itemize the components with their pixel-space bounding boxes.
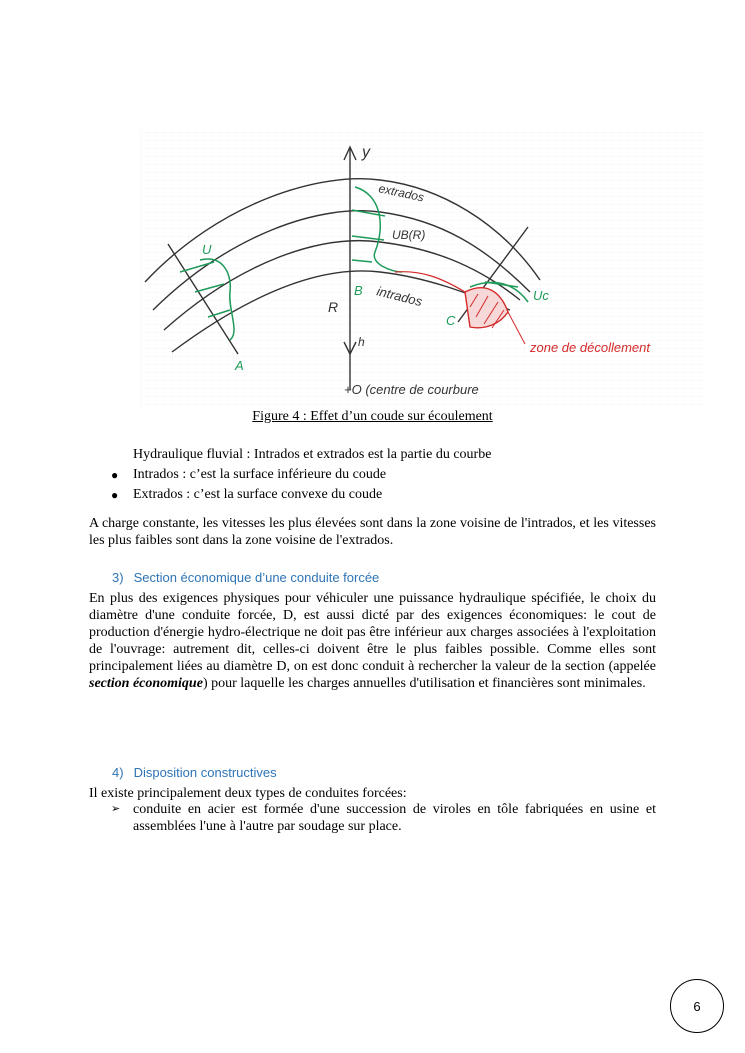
uc-label: Uc xyxy=(533,288,549,303)
zone-label: zone de décollement xyxy=(530,340,650,355)
list-item-text: Intrados : c’est la surface inférieure du coude xyxy=(133,467,387,482)
section-4-intro: Il existe principalement deux types de conduites forcées: xyxy=(89,786,407,801)
a-label: A xyxy=(235,358,244,373)
section-title: Disposition constructives xyxy=(133,765,277,780)
arrow-bullet-icon: ➢ xyxy=(111,803,121,815)
paragraph-economic-section xyxy=(89,590,656,692)
c-label: C xyxy=(446,313,456,328)
definition-list xyxy=(89,465,386,505)
section-number: 3) xyxy=(112,570,124,585)
list-item xyxy=(89,801,656,835)
section-number: 4) xyxy=(112,765,124,780)
section-3-heading xyxy=(112,570,379,585)
bend-flow-sketch xyxy=(140,132,705,410)
y-label: y xyxy=(362,144,370,161)
paragraph-text: ) pour laquelle les charges annuelles d'utilisation et financières sont minimales. xyxy=(202,676,646,691)
h-label: h xyxy=(358,335,365,349)
list-item-text: Extrados : c’est la surface convexe du coude xyxy=(133,487,383,502)
graph-paper xyxy=(140,132,705,410)
origin-label: +O (centre de courbure xyxy=(344,382,479,397)
bend-flow-figure xyxy=(140,132,705,410)
r-label: R xyxy=(328,299,339,315)
intrados-label: intrados xyxy=(375,283,424,310)
list-item-text: conduite en acier est formée d'une succession de viroles en tôle fabriquées en usine et assemblées l'une à l'autre par soudage sur place. xyxy=(133,802,656,834)
extrados-label: extrados xyxy=(377,181,426,205)
list-item xyxy=(89,465,386,485)
ub-label: UB(R) xyxy=(392,228,426,242)
figure-caption: Figure 4 : Effet d’un coude sur écoulement xyxy=(252,409,493,424)
emphasis-text: section économique xyxy=(89,676,203,691)
bullet-icon: ● xyxy=(111,488,119,502)
section-4-heading xyxy=(112,765,277,780)
paragraph-velocities: A charge constante, les vitesses les plus élevées sont dans la zone voisine de l'intrados, et les vitesses les plus faibles sont dans la zone voisine de l'extrados. xyxy=(89,516,656,548)
page-number: 6 xyxy=(670,979,724,1033)
b-label: B xyxy=(354,283,363,298)
list-item xyxy=(89,485,386,505)
intro-line: Hydraulique fluvial : Intrados et extrados est la partie du courbe xyxy=(133,447,492,462)
u-label: U xyxy=(202,242,212,257)
section-title: Section économique d’une conduite forcée xyxy=(133,570,380,585)
paragraph-text: En plus des exigences physiques pour véhiculer une puissance hydraulique spécifiée, le choix du diamètre d'une conduite forcée, D, est aussi dicté par des exigences économiques: le cout de production d'énergie hydro-électrique ne doit pas être inférieur aux charges associées à l'exploitation de l'ouvrage: autrement dit, celles-ci doivent être le plus faibles possible. Comme elles sont principalement liées au diamètre D, on est donc conduit à rechercher la valeur de la section (appelée xyxy=(89,591,656,674)
bullet-icon: ● xyxy=(111,468,119,482)
